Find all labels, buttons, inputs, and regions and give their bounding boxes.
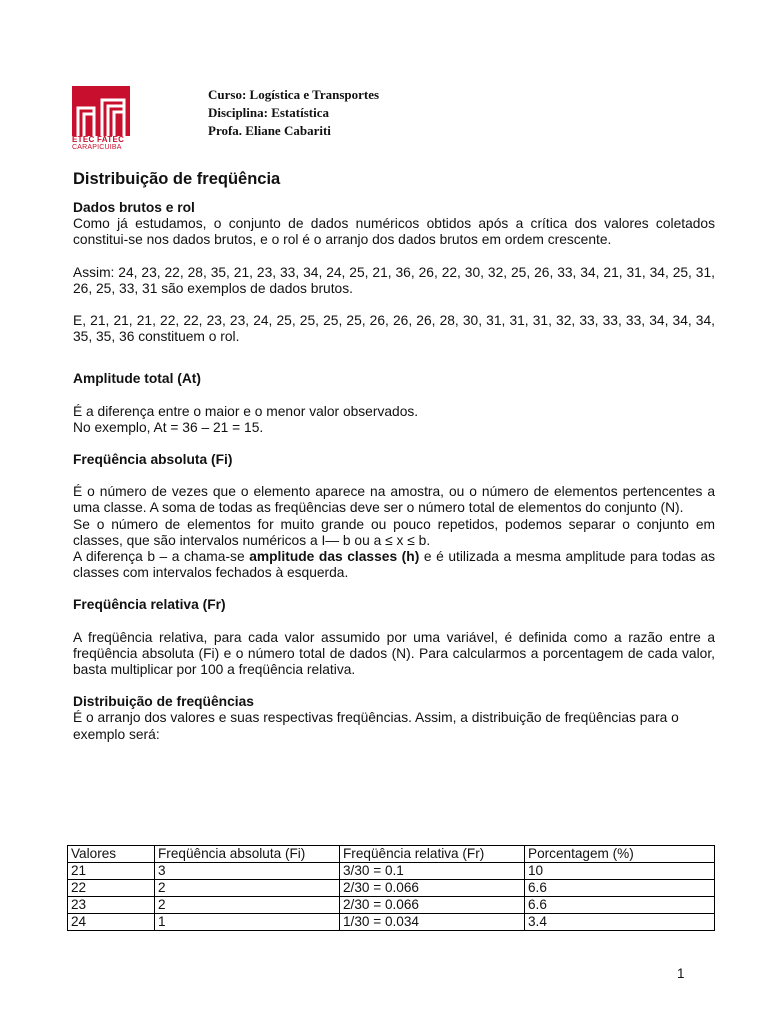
table-row [68,880,715,897]
range-paragraph-1: É a diferença entre o maior e o menor valor observados. [73,403,419,419]
logo-emblem-icon [72,86,130,136]
table-cell: 2 [155,897,340,914]
logo-caption [72,136,142,152]
table-header-cell: Freqüência absoluta (Fi) [155,846,340,863]
absolute-frequency-paragraph-3 [73,549,715,581]
raw-data-paragraph-3: E, 21, 21, 21, 22, 22, 23, 23, 24, 25, 25, 25, 25, 26, 26, 26, 28, 30, 31, 31, 31, 32, 33, 33, 33, 34, 34, 34, 35, 35, 36 constituem o rol. [73,313,715,345]
table-cell: 10 [525,863,715,880]
distribution-paragraph: É o arranjo dos valores e suas respectivas freqüências. Assim, a distribuição de freqüências para o exemplo será: [73,710,679,742]
document-body [73,168,715,743]
page-number: 1 [677,966,685,981]
section-heading-range: Amplitude total (At) [73,371,201,387]
table-header-row [68,846,715,863]
table-cell: 1 [155,914,340,931]
absolute-frequency-paragraph-1: É o número de vezes que o elemento aparece na amostra, ou o número de elementos pertencentes a uma classe. A soma de todas as freqüências deve ser o número total de elementos do conjunto (N). [73,484,715,516]
course-name: Curso: Logística e Transportes [208,87,380,102]
table-cell: 2/30 = 0.066 [340,880,525,897]
absolute-frequency-paragraph-2: Se o número de elementos for muito grande ou pouco repetidos, podemos separar o conjunto em classes, que são intervalos numéricos a I— b ou a ≤ x ≤ b. [73,516,715,548]
table-cell: 21 [68,863,155,880]
class-width-text-b: e é utilizada a mesma amplitude para todas as classes com intervalos fechados à esquerda. [73,549,716,581]
table-cell: 24 [68,914,155,931]
page-title: Distribuição de freqüência [73,170,281,188]
subject-name: Disciplina: Estatística [208,105,329,120]
etec-fatec-logo [72,86,130,166]
class-width-term: amplitude das classes (h) [249,549,420,565]
table-header-cell: Freqüência relativa (Fr) [340,846,525,863]
table-row [68,897,715,914]
section-heading-raw-data: Dados brutos e rol [73,200,195,215]
table-cell: 3/30 = 0.1 [340,863,525,880]
class-width-text-a: A diferença b – a chama-se [73,549,250,565]
course-header [208,86,379,140]
table-cell: 3 [155,863,340,880]
logo-line1: ETEC FATEC [72,135,125,144]
table-cell: 1/30 = 0.034 [340,914,525,931]
table-cell: 6.6 [525,880,715,897]
logo-line2: CARAPICUIBA [72,144,122,151]
raw-data-paragraph-1: Como já estudamos, o conjunto de dados numéricos obtidos após a crítica dos valores coletados constitui-se nos dados brutos, e o rol é o arranjo dos dados brutos em ordem crescente. [73,216,715,248]
section-heading-absolute-frequency: Freqüência absoluta (Fi) [73,452,233,468]
table-header-cell: Porcentagem (%) [525,846,715,863]
table-cell: 2/30 = 0.066 [340,897,525,914]
table-row [68,863,715,880]
relative-frequency-paragraph: A freqüência relativa, para cada valor assumido por uma variável, é definida como a razão entre a freqüência absoluta (Fi) e o número total de dados (N). Para calcularmos a porcentagem de cada valor, basta multiplicar por 100 a freqüência relativa. [73,629,715,678]
range-paragraph-2: No exemplo, At = 36 – 21 = 15. [73,419,264,435]
section-heading-relative-frequency: Freqüência relativa (Fr) [73,597,226,613]
raw-data-paragraph-2: Assim: 24, 23, 22, 28, 35, 21, 23, 33, 34, 24, 25, 21, 36, 26, 22, 30, 32, 25, 26, 33, 34, 21, 31, 34, 25, 31, 26, 25, 33, 31 são exemplos de dados brutos. [73,264,715,296]
table-row [68,914,715,931]
table-cell: 6.6 [525,897,715,914]
frequency-table [67,845,715,931]
table-cell: 3.4 [525,914,715,931]
table-cell: 2 [155,880,340,897]
teacher-name: Profa. Eliane Cabariti [208,123,331,138]
section-heading-distribution: Distribuição de freqüências [73,694,254,710]
table-cell: 23 [68,897,155,914]
table-cell: 22 [68,880,155,897]
table-header-cell: Valores [68,846,155,863]
